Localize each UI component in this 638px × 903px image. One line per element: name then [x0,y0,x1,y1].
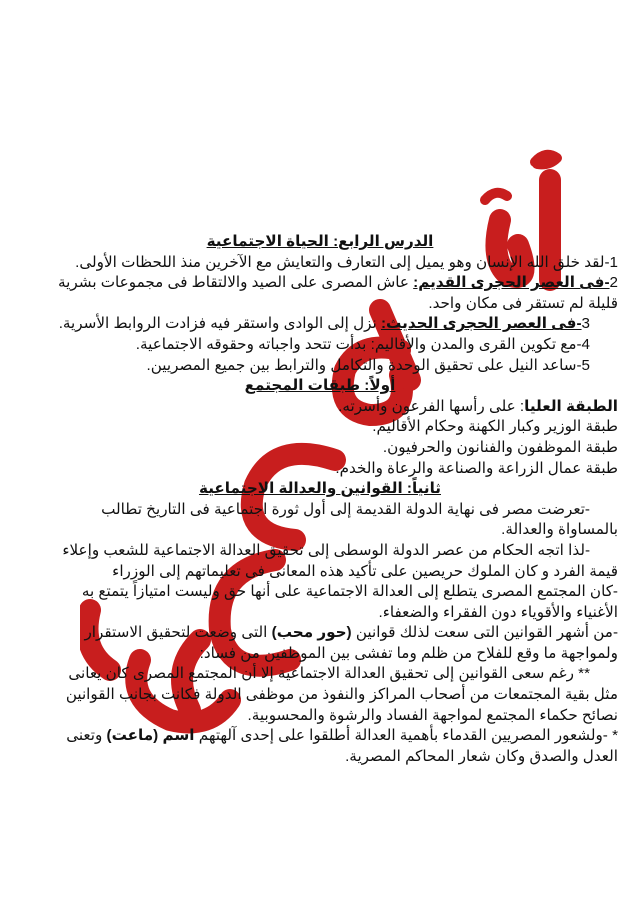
line-text: قليلة لم تستقر فى مكان واحد. [428,294,618,312]
law-line-11: نصائح حكماء المجتمع لمواجهة الفساد والرشوة والمحسوبية. [247,706,618,724]
intro-line-5 [22,356,618,377]
line-number: 3 [581,315,590,333]
law-line-2: بالمساواة والعدالة. [501,521,618,539]
law-line-7 [22,623,618,644]
intro-line-1 [22,253,618,274]
line-text: عاش المصرى على الصيد والالتقاط فى مجموعات بشرية [58,274,414,292]
line-text: -ساعد النيل على تحقيق الوحدة والتكامل والترابط بين جميع المصريين. [146,356,582,374]
law-line-4: قيمة الفرد و كان الملوك حريصين على تأكيد هذه المعانى فى تعليماتهم إلى الوزراء [112,562,618,580]
class-line-3 [22,438,618,459]
line-text: : على رأسها الفرعون وأسرته. [338,397,525,415]
law-line-10: مثل بقية المجتمعات من أصحاب المراكز والنفوذ من موظفى الدولة فكانت بجانب القوانين [65,686,618,704]
line-bold: الطبقة العليا [524,397,618,415]
intro-line-4 [22,335,618,356]
line-text-2: وتعنى [66,727,107,745]
line-text: طبقة الوزير وكبار الكهنة وحكام الأقاليم. [372,418,618,436]
document-body [22,232,618,767]
line-number: 2 [609,274,618,292]
class-line-1 [22,397,618,418]
line-bold: اسم (ماعت) [106,727,195,745]
intro-line-3 [22,314,618,335]
class-line-4 [22,459,618,480]
intro-line-2-cont [22,294,618,315]
line-bold: -فى العصر الحجرى الحديث: [380,315,582,333]
line-text: -لقد خلق الله الإنسان وهو يميل إلى التعارف والتعايش مع الآخرين منذ اللحظات الأولى. [75,253,610,271]
lesson-title: الدرس الرابع: الحياة الاجتماعية [206,233,434,250]
line-text: طبقة الموظفون والفنانون والحرفيون. [382,438,618,456]
law-line-13: العدل والصدق وكان شعار المحاكم المصرية. [345,747,618,765]
law-line-12 [22,726,618,747]
law-line-3: -لذا اتجه الحكام من عصر الدولة الوسطى إلى تحقيق العدالة الاجتماعية للشعب وإعلاء [62,541,590,559]
line-bold: (حور محب) [271,624,352,642]
law-line-5: -كان المجتمع المصرى يتطلع إلى العدالة الاجتماعية على أنها حق وليست امتيازاً يتمتع به [81,583,618,601]
law-line-8: ولمواجهة ما وقع للفلاح من ظلم وما تفشى بين الموظفين من فساد: [199,644,618,662]
line-text: -مع تكوين القرى والمدن والأقاليم: بدأت تتحد واجباته وحقوقه الاجتماعية. [135,335,582,353]
line-bold: -فى العصر الحجرى القديم: [413,274,610,292]
class-line-2 [22,417,618,438]
section2-heading: ثانياً: القوانين والعدالة الاجتماعية [198,480,441,498]
line-number: 5 [581,356,590,374]
line-text-2: التى وضعت لتحقيق الاستقرار [84,624,272,642]
line-text: * -ولشعور المصريين القدماء بأهمية العدالة أطلقوا على إحدى آلهتهم [198,727,618,745]
line-number: 1 [609,253,618,271]
line-text: نزل إلى الوادى واستقر فيه فزادت الروابط الأسرية. [58,315,381,333]
section1-heading: أولاً: طبقات المجتمع [244,377,396,395]
law-line-1: -تعرضت مصر فى نهاية الدولة القديمة إلى أول ثورة اجتماعية فى التاريخ تطالب [101,500,590,518]
line-text: -من أشهر القوانين التى سعت لذلك قوانين [355,624,618,642]
line-number: 4 [581,335,590,353]
line-text: طبقة عمال الزراعة والصناعة والرعاة والخدم. [335,459,618,477]
intro-line-2 [22,273,618,294]
law-line-9: ** رغم سعى القوانين إلى تحقيق العدالة الاجتماعية إلا أن المجتمع المصرى كان يعانى [68,665,590,683]
law-line-6: الأغنياء والأقوياء دون الفقراء والضعفاء. [378,603,618,621]
